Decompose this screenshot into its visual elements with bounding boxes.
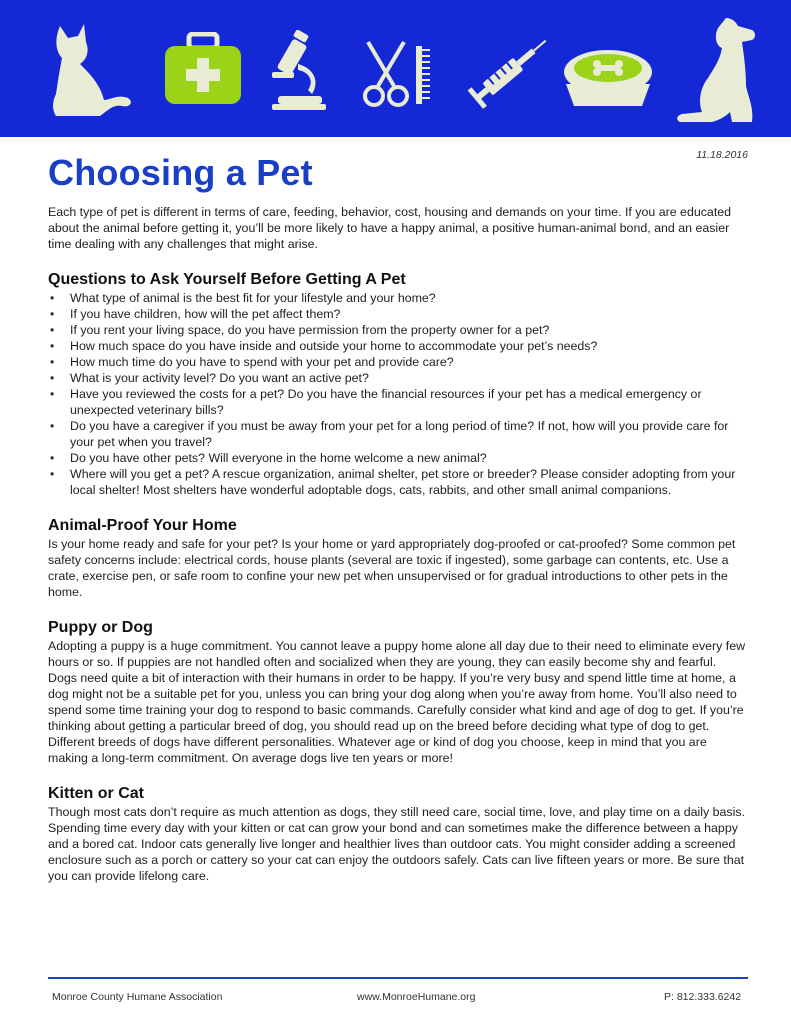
bullet-icon: • — [50, 451, 55, 465]
list-item: • Do you have other pets? Will everyone in the home welcome a new animal? — [50, 451, 487, 465]
microscope-icon — [268, 30, 328, 112]
list-item: • Do you have a caregiver if you must be away from your pet for a long period of time? If not, how will you provide care for your pet when you travel? — [50, 419, 729, 449]
intro-paragraph: Each type of pet is different in terms of care, feeding, behavior, cost, housing and demands on your time. If you are educated about the animal before getting it, you’ll be more likely to have a happy animal, a positive human-animal bond, and an easier time dealing with any challenges that might arise. — [48, 205, 732, 251]
bullet-icon: • — [50, 467, 55, 481]
document-body — [48, 204, 748, 884]
bullet-icon: • — [50, 323, 55, 337]
animal-proof-paragraph: Is your home ready and safe for your pet? Is your home or yard appropriately dog-proofed or cat-proofed? Some common pet safety concerns include: electrical cords, house plants (several are toxic if ingested), some garbage can contents, etc. Use a crate, exercise pen, or safe room to confine your new pet when unsupervised or for gradual introductions to other pets in the home. — [48, 537, 736, 599]
list-item: • How much space do you have inside and outside your home to accommodate your pet’s needs? — [50, 339, 598, 353]
puppy-paragraph: Adopting a puppy is a huge commitment. You cannot leave a puppy home alone all day due to their need to eliminate every few hours or so. If puppies are not handled often and socialized when they are young, they can easily become shy and fearful. Dogs need quite a bit of interaction with their humans in order to be happy. If you’re very busy and spend little time at home, a dog might not be a suitable pet for you, unless you can bring your dog along when you’re away from home. You’ll also need to spend some time training your dog to respond to basic commands. Carefully consider what kind and age of dog to get. If you’re thinking about getting a particular breed of dog, you should read up on the breed before deciding what type of dog to get. Different breeds of dogs have different personalities. Whatever age or kind of dog you choose, keep in mind that you are making a long-term commitment. On average dogs live ten years or more! — [48, 639, 746, 765]
list-item: • What is your activity level? Do you want an active pet? — [50, 371, 369, 385]
puppy-heading: Puppy or Dog — [48, 619, 153, 636]
scissors-comb-icon — [360, 38, 434, 110]
footer-phone: P: 812.333.6242 — [664, 991, 742, 1003]
kitten-heading: Kitten or Cat — [48, 785, 144, 802]
questions-heading: Questions to Ask Yourself Before Getting A Pet — [48, 271, 406, 288]
list-item: • If you have children, how will the pet affect them? — [50, 307, 341, 321]
footer-website-link[interactable]: www.MonroeHumane.org — [357, 991, 476, 1003]
pet-bowl-icon — [562, 44, 654, 108]
bullet-icon: • — [50, 339, 55, 353]
list-item: • If you rent your living space, do you have permission from the property owner for a pet? — [50, 323, 550, 337]
footer-organization: Monroe County Humane Association — [52, 991, 223, 1003]
bullet-icon: • — [50, 307, 55, 321]
animal-proof-section — [48, 516, 748, 600]
bullet-icon: • — [50, 355, 55, 369]
list-item: • Where will you get a pet? A rescue organization, animal shelter, pet store or breeder? Please consider adopting from your local shelter! Most shelters have wonderful adoptable dogs, cats, rabbits, and other small animal companions. — [50, 467, 736, 497]
list-item: • What type of animal is the best fit for your lifestyle and your home? — [50, 291, 436, 305]
list-item: • How much time do you have to spend with your pet and provide care? — [50, 355, 454, 369]
header-banner — [0, 0, 791, 137]
bullet-icon: • — [50, 291, 55, 305]
bullet-icon: • — [50, 371, 55, 385]
dog-icon — [672, 16, 762, 128]
bullet-icon: • — [50, 419, 55, 433]
puppy-section — [48, 618, 748, 766]
questions-section — [48, 270, 748, 498]
animal-proof-heading: Animal-Proof Your Home — [48, 517, 237, 534]
document-date: 11.18.2016 — [696, 149, 748, 161]
page-title: Choosing a Pet — [48, 152, 313, 193]
questions-list — [48, 290, 748, 498]
footer-divider — [48, 977, 748, 979]
kitten-paragraph: Though most cats don’t require as much attention as dogs, they still need care, social time, love, and play time on a daily basis. Spending time every day with your kitten or cat can grow your bond and can sometimes make the difference between a happy and a bored cat. Indoor cats generally live longer and healthier lives than outdoor cats. You might consider adding a screened enclosure such as a porch or cattery so your cat can enjoy the outdoors safely. Cats can live fifteen years or more. Be sure that you can provide lifelong care. — [48, 805, 745, 883]
first-aid-kit-icon — [163, 32, 243, 107]
kitten-section — [48, 784, 748, 884]
bullet-icon: • — [50, 387, 55, 401]
cat-icon — [38, 22, 138, 122]
syringe-icon — [466, 38, 546, 110]
list-item: • Have you reviewed the costs for a pet? Do you have the financial resources if your pet has a medical emergency or unexpected veterinary bills? — [50, 387, 702, 417]
